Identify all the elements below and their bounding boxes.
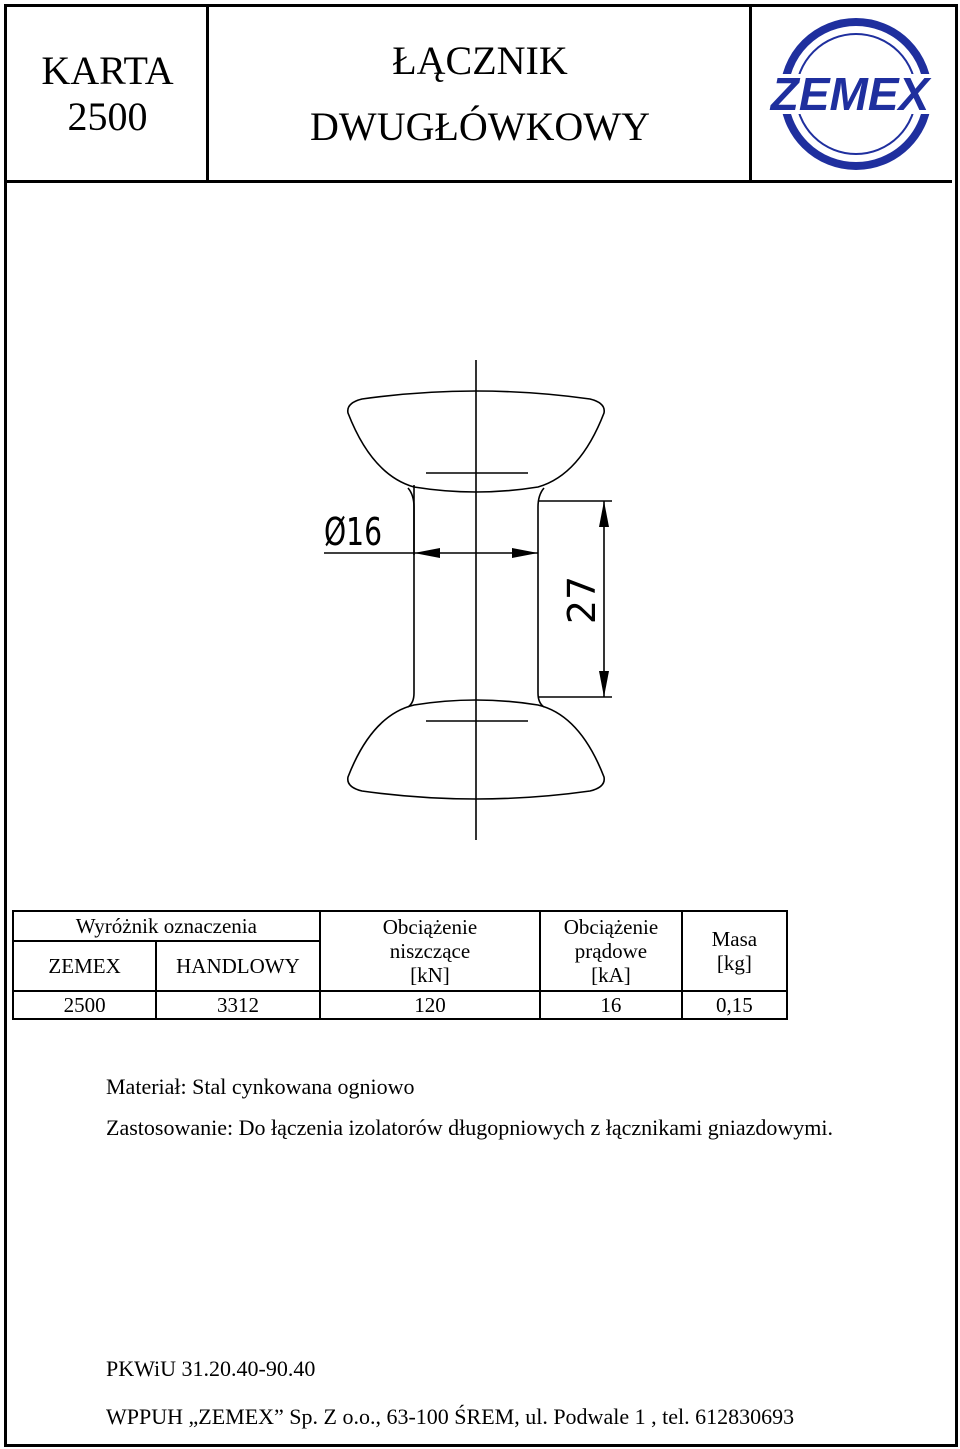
logo-wordmark: ZEMEX xyxy=(770,68,930,120)
product-title xyxy=(210,28,750,160)
header-mass xyxy=(682,911,787,991)
header-divider-left xyxy=(206,7,209,181)
cell-handlowy: 3312 xyxy=(156,991,320,1019)
length-arrow-bottom xyxy=(599,671,609,697)
spec-table xyxy=(12,910,788,1020)
current-label-1: Obciążenie xyxy=(563,915,659,939)
header-zemex: ZEMEX xyxy=(13,941,156,991)
title-line-1: ŁĄCZNIK xyxy=(392,38,568,83)
company-footer: WPPUH „ZEMEX” Sp. Z o.o., 63-100 ŚREM, ul. Podwale 1 , tel. 612830693 xyxy=(106,1404,795,1429)
table-row xyxy=(13,991,787,1019)
diameter-arrow-left xyxy=(414,548,440,558)
length-arrow-top xyxy=(599,501,609,527)
header-bottom-rule xyxy=(7,180,952,183)
load-unit: [kN] xyxy=(410,963,450,987)
length-label: 27 xyxy=(560,575,604,625)
shank-right xyxy=(538,488,544,707)
zemex-logo xyxy=(752,8,948,180)
current-unit: [kA] xyxy=(591,963,631,987)
technical-drawing xyxy=(290,355,660,845)
mass-unit: [kg] xyxy=(716,951,752,975)
header-breaking-load xyxy=(320,911,541,991)
diameter-arrow-right xyxy=(512,548,538,558)
title-line-2: DWUGŁÓWKOWY xyxy=(310,104,650,149)
load-label-2: niszczące xyxy=(389,939,471,963)
cell-mass: 0,15 xyxy=(682,991,787,1019)
cell-zemex: 2500 xyxy=(13,991,156,1019)
header-handlowy: HANDLOWY xyxy=(156,941,320,991)
header-identifier: Wyróżnik oznaczenia xyxy=(13,911,320,941)
pkwiu-code: PKWiU 31.20.40-90.40 xyxy=(106,1356,316,1381)
card-number xyxy=(10,48,205,140)
usage-note: Zastosowanie: Do łączenia izolatorów długopniowych z łącznikami gniazdowymi. xyxy=(106,1115,833,1140)
load-label-1: Obciążenie xyxy=(382,915,478,939)
cell-load: 120 xyxy=(320,991,541,1019)
card-code: 2500 xyxy=(67,94,148,139)
current-label-2: prądowe xyxy=(574,939,648,963)
cell-current: 16 xyxy=(540,991,681,1019)
diameter-label: Ø16 xyxy=(324,510,382,554)
shank-left xyxy=(408,488,414,707)
mass-label: Masa xyxy=(711,927,758,951)
card-label: KARTA xyxy=(41,48,174,93)
material-note: Materiał: Stal cynkowana ogniowo xyxy=(106,1074,415,1099)
header-current-load xyxy=(540,911,681,991)
